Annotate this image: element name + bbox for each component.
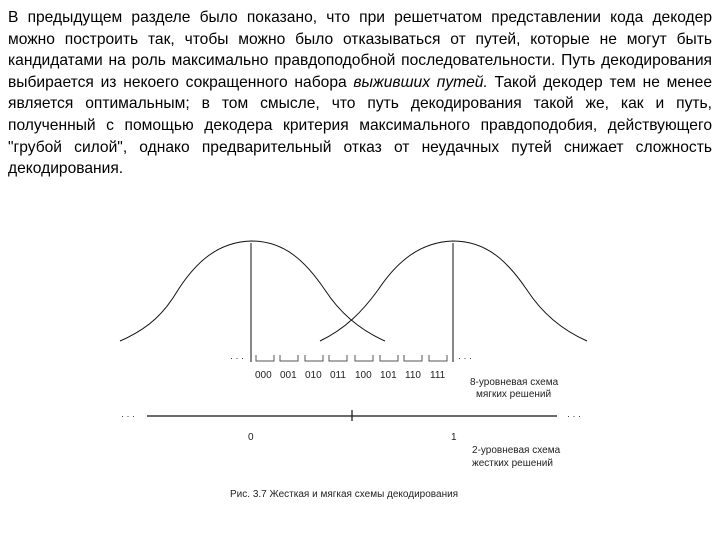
hard-axis-ellipsis-right: · · · [567, 411, 581, 421]
paragraph-text-2: Такой декодер тем не менее является оптимальным; в том смысле, что путь декодирования такой же, как и путь, полученный с помощью декодера критерия максимального правдоподобия, действующего "грубой силой", однако предварительный отказ от неудачных путей снижает сложность декодирования. [8, 73, 712, 178]
soft-level-label: 010 [305, 370, 322, 381]
soft-decision-brackets [256, 355, 447, 361]
soft-level-label: 001 [280, 370, 297, 381]
soft-scale-ellipsis-right: · · · [458, 353, 472, 363]
soft-level-label: 101 [380, 370, 397, 381]
figure-caption: Рис. 3.7 Жесткая и мягкая схемы декодирования [230, 489, 459, 500]
hard-level-label: 1 [451, 432, 457, 443]
hard-level-label: 0 [248, 432, 254, 443]
paragraph-italic-term: выживших путей. [353, 73, 488, 91]
hard-scheme-label-line2: жестких решений [472, 458, 553, 469]
hard-scheme-label-line1: 2-уровневая схема [472, 445, 561, 456]
soft-level-label: 100 [355, 370, 372, 381]
likelihood-curve-0 [120, 241, 385, 341]
soft-scale-ellipsis-left: · · · [230, 353, 244, 363]
soft-level-label: 111 [430, 370, 446, 381]
soft-scheme-label-line1: 8-уровневая схема [470, 377, 559, 388]
hard-axis-ellipsis-left: · · · [121, 411, 135, 421]
soft-level-label: 000 [255, 370, 272, 381]
soft-level-label: 011 [330, 370, 346, 381]
soft-scheme-label-line2: мягких решений [476, 389, 552, 400]
soft-level-label: 110 [405, 370, 421, 381]
paragraph-text-1: В предыдущем разделе было показано, что при решетчатом представлении кода декодер можно построить так, чтобы можно было отказываться от путей, которые не могут быть кандидатами на роль максимально правдоподобной последовательности. Путь декодирования выбирается из некоего сокращенного набора [8, 9, 712, 91]
